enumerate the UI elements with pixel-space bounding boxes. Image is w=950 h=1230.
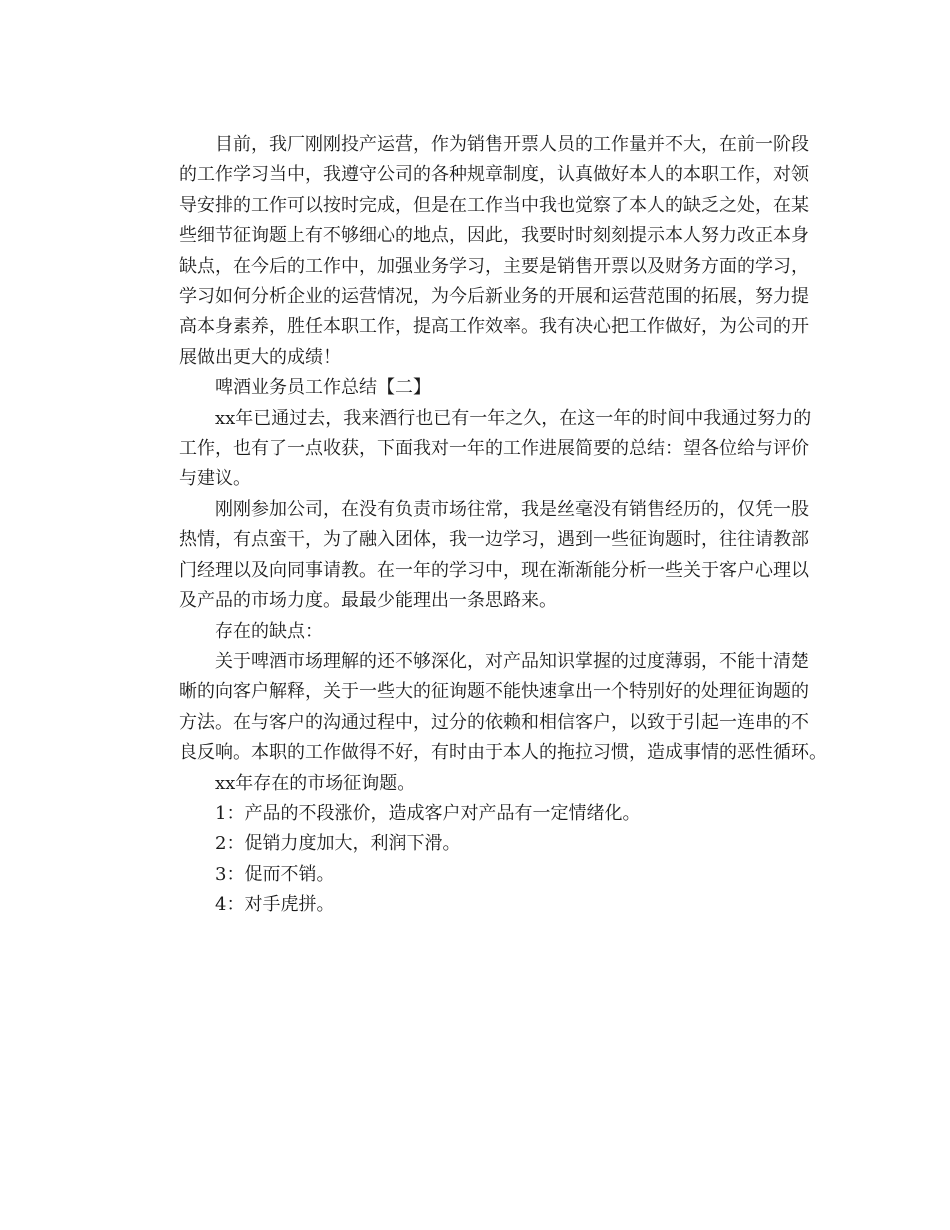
subheading-market-issues <box>143 769 811 799</box>
paragraph-intro <box>143 404 811 495</box>
text-line: 展做出更大的成绩！ <box>179 346 341 368</box>
list-item <box>143 799 811 829</box>
text-line: 关于啤酒市场理解的还不够深化，对产品知识掌握的过度薄弱，不能十清楚 <box>215 650 809 672</box>
paragraph-joining <box>143 495 811 617</box>
text-line: 缺点，在今后的工作中，加强业务学习，主要是销售开票以及财务方面的学习， <box>179 255 809 277</box>
list-item-text: 4：对手虎拼。 <box>215 894 335 916</box>
text-line: 门经理以及向同事请教。在一年的学习中，现在渐渐能分析一些关于客户心理以 <box>179 559 809 581</box>
text-line: xx年已通过去，我来酒行也已有一年之久，在这一年的时间中我通过努力的 <box>215 407 812 429</box>
subheading-text: 存在的缺点： <box>215 620 323 642</box>
text-line: 刚刚参加公司，在没有负责市场往常，我是丝毫没有销售经历的，仅凭一股 <box>215 498 809 520</box>
paragraph-current-work <box>143 130 811 373</box>
text-line: 方法。在与客户的沟通过程中，过分的依赖和相信客户，以致于引起一连串的不 <box>179 711 809 733</box>
list-item-text: 1：产品的不段涨价，造成客户对产品有一定情绪化。 <box>215 802 641 824</box>
text-line: 热情，有点蛮干，为了融入团体，我一边学习，遇到一些征询题时，往往请教部 <box>179 529 809 551</box>
text-line: 高本身素养，胜任本职工作，提高工作效率。我有决心把工作做好，为公司的开 <box>179 316 809 338</box>
list-item <box>143 860 811 890</box>
text-line: 良反响。本职的工作做得不好，有时由于本人的拖拉习惯，造成事情的恶性循环。 <box>179 742 827 764</box>
text-line: 晰的向客户解释，关于一些大的征询题不能快速拿出一个特别好的处理征询题的 <box>179 681 809 703</box>
list-item-text: 3：促而不销。 <box>215 863 335 885</box>
text-line: 目前，我厂刚刚投产运营，作为销售开票人员的工作量并不大，在前一阶段 <box>215 134 809 155</box>
list-item-text: 2：促销力度加大，利润下滑。 <box>215 833 461 855</box>
text-line: 导安排的工作可以按时完成，但是在工作当中我也觉察了本人的缺乏之处，在某 <box>179 194 809 216</box>
list-item <box>143 829 811 859</box>
text-line: 学习如何分析企业的运营情况，为今后新业务的开展和运营范围的拓展，努力提 <box>179 286 809 308</box>
text-line: 的工作学习当中，我遵守公司的各种规章制度，认真做好本人的本职工作，对领 <box>179 164 809 186</box>
text-line: 些细节征询题上有不够细心的地点，因此，我要时时刻刻提示本人努力改正本身 <box>179 225 809 247</box>
text-line: 工作，也有了一点收获，下面我对一年的工作进展简要的总结：望各位给与评价 <box>179 438 809 460</box>
subheading-text: xx年存在的市场征询题。 <box>215 772 416 794</box>
subheading-shortcomings <box>143 617 811 647</box>
document-body <box>143 130 827 921</box>
text-line: 与建议。 <box>179 468 251 490</box>
section-heading <box>143 373 811 403</box>
paragraph-shortcomings <box>143 647 827 769</box>
text-line: 及产品的市场力度。最最少能理出一条思路来。 <box>179 590 557 612</box>
list-item <box>143 890 811 920</box>
heading-text: 啤酒业务员工作总结【二】 <box>215 377 431 399</box>
